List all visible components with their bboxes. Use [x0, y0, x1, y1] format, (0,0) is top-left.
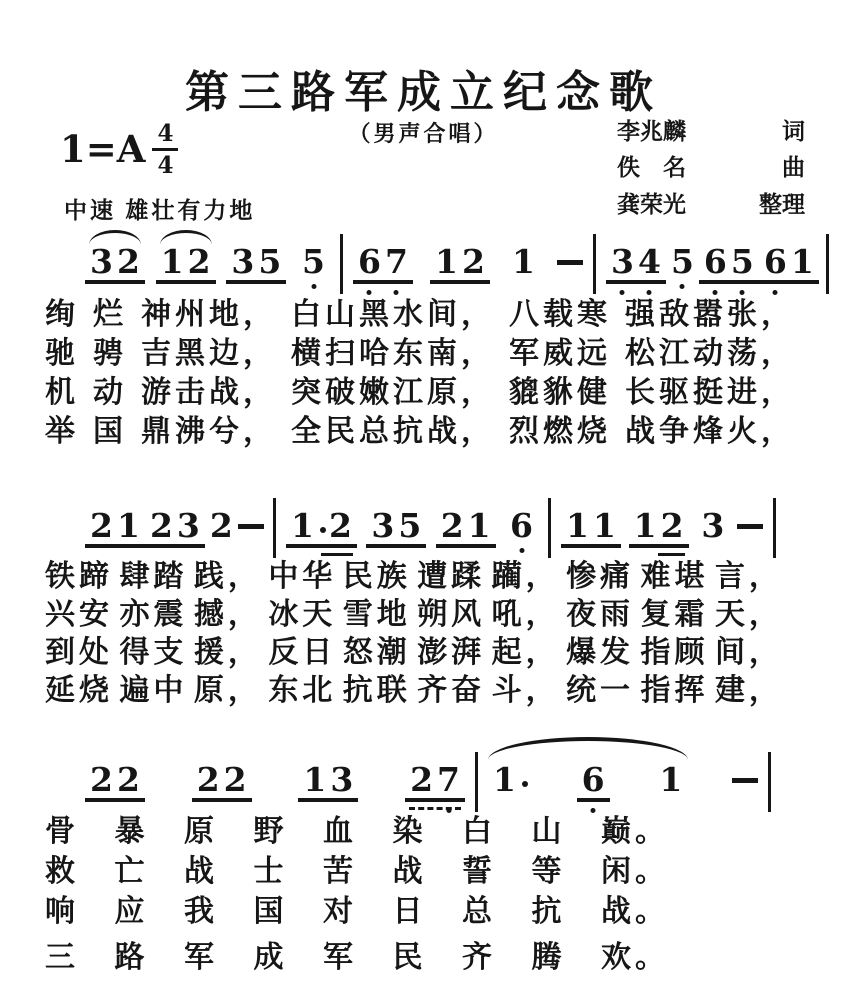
- note-group-inner: [759, 244, 819, 284]
- note-group-inner: [654, 762, 687, 798]
- low-octave-dot: [519, 548, 524, 553]
- note: 2: [461, 242, 485, 281]
- note: 2: [90, 506, 113, 545]
- note: 1: [633, 506, 657, 545]
- lyric-segment: 冰天: [268, 597, 337, 632]
- lyric-segment: 遍中: [119, 673, 188, 708]
- score-line-1: [75, 244, 829, 294]
- duration-dash: [238, 524, 264, 529]
- credit-name: 龚荣光: [617, 190, 686, 217]
- lyric-segment: 亦震: [119, 597, 188, 632]
- lyric-segment: 复霜: [640, 597, 709, 632]
- lyric-segment: 总: [462, 894, 496, 929]
- lyric-segment: 山: [531, 814, 566, 849]
- note-group-inner: [366, 508, 426, 548]
- note: 2: [410, 760, 434, 799]
- lyric-segment: 白山黑水间，: [291, 297, 495, 332]
- lyric-segment: 起，: [491, 635, 560, 670]
- credit-row: [617, 119, 805, 144]
- lyric-segment: 横扫哈东南，: [291, 336, 495, 371]
- note-group-inner: [696, 508, 729, 544]
- note: 5: [398, 506, 422, 545]
- lyric-segment: 兴安: [45, 597, 113, 632]
- note-group-inner: [353, 244, 413, 284]
- lyric-segment: 抗联: [342, 673, 411, 708]
- note-group: [505, 508, 538, 544]
- note: 2: [187, 242, 211, 281]
- note: 7: [435, 762, 462, 798]
- low-octave-dot: [680, 284, 685, 289]
- lyric-row: [45, 338, 795, 369]
- augmentation-dot: [522, 781, 528, 787]
- low-octave-dot: [620, 290, 625, 295]
- lyric-segment: 东北: [268, 673, 337, 708]
- note-group-inner: [666, 244, 699, 280]
- barline: [773, 498, 776, 558]
- note-group-inner: [297, 244, 330, 280]
- lyric-row: [45, 599, 783, 630]
- lyric-segment: 白: [462, 814, 496, 849]
- duration-dash: [737, 524, 763, 529]
- lyric-row: [45, 299, 795, 330]
- duration-dash: [732, 778, 758, 783]
- lyric-segment: 中华: [268, 559, 337, 594]
- note-group: [561, 508, 621, 548]
- note-group-inner: [145, 508, 205, 548]
- low-octave-dot: [367, 290, 372, 295]
- lyric-segment: 战: [184, 854, 218, 889]
- lyrics-section-2: [45, 561, 783, 706]
- lyric-row: [45, 637, 783, 668]
- note: 3: [609, 244, 636, 280]
- note-group-inner: [577, 762, 610, 802]
- note: 2: [196, 760, 220, 799]
- note-group-inner: [405, 762, 465, 802]
- lyric-segment: 指挥: [640, 673, 709, 708]
- note: 2: [660, 506, 684, 545]
- measure: [596, 244, 826, 284]
- lyric-segment: 建，: [714, 673, 783, 708]
- lyric-row: [45, 561, 783, 592]
- note-group: [436, 508, 496, 548]
- lyric-segment: 八载寒: [509, 297, 611, 332]
- note-group: [85, 508, 145, 548]
- lyric-segment: 亡: [114, 854, 149, 889]
- lyric-segment: 斗，: [491, 673, 560, 708]
- note-group-inner: [156, 244, 216, 284]
- note: 1: [289, 508, 316, 544]
- lyric-segment: 齐奋: [417, 673, 486, 708]
- lyric-segment: 暴: [114, 814, 149, 849]
- note: 1: [592, 506, 616, 545]
- lyric-segment: 铁蹄: [45, 559, 113, 594]
- note-group: [577, 762, 610, 802]
- measure: [75, 244, 340, 284]
- note-group-inner: [286, 508, 357, 548]
- note-group-inner: [192, 762, 252, 802]
- note: 6: [580, 762, 607, 798]
- lyric-segment: 爆发: [566, 635, 635, 670]
- note: 2: [209, 506, 233, 545]
- lyric-row: [45, 416, 795, 447]
- note-group: [696, 508, 729, 544]
- lyric-segment: 游击战，: [141, 375, 277, 410]
- note: 1: [160, 242, 184, 281]
- lyric-row: [45, 942, 669, 973]
- lyrics-section-1: [45, 299, 795, 447]
- note-group: [606, 244, 666, 284]
- note-group: [226, 244, 286, 284]
- lyric-segment: 鼎沸兮，: [141, 414, 277, 449]
- lyric-segment: 间，: [714, 635, 783, 670]
- tempo-marking: 中速 雄壮有力地: [64, 197, 256, 223]
- note: 2: [116, 760, 140, 799]
- lyric-segment: 齐: [462, 940, 496, 975]
- note: 1: [659, 760, 683, 799]
- lyric-segment: 抗: [531, 894, 566, 929]
- low-octave-dot: [647, 290, 652, 295]
- low-octave-dot: [740, 290, 745, 295]
- note-group-inner: [205, 508, 238, 544]
- credit-row: [617, 192, 805, 217]
- note: 5: [729, 244, 756, 280]
- note-group-inner: [507, 244, 540, 280]
- note: 3: [371, 506, 395, 545]
- lyric-segment: 原: [184, 814, 218, 849]
- note-group: [85, 244, 145, 284]
- note: 1: [491, 762, 518, 798]
- lyric-segment: 我: [184, 894, 218, 929]
- note-group: [145, 508, 205, 548]
- note-group: [666, 244, 699, 280]
- lyric-segment: 骨: [45, 814, 79, 849]
- lyric-segment: 动: [93, 375, 127, 410]
- note: 6: [356, 244, 383, 280]
- lyric-segment: 得支: [119, 635, 188, 670]
- note: 6: [762, 244, 789, 280]
- lyric-segment: 长驱挺进，: [625, 375, 795, 410]
- score-line-2: [75, 508, 776, 558]
- barline: [826, 234, 829, 294]
- time-signature-numerator: 4: [152, 122, 178, 151]
- measure: [551, 508, 773, 548]
- note-group-inner: [298, 762, 358, 802]
- lyric-segment: 夜雨: [566, 597, 635, 632]
- note: 2: [149, 506, 173, 545]
- lyric-segment: 欢。: [601, 940, 669, 975]
- note-group-inner: [699, 244, 759, 284]
- lyric-segment: 延烧: [45, 673, 113, 708]
- lyric-segment: 天，: [714, 597, 783, 632]
- note: 1: [467, 506, 491, 545]
- low-octave-dot: [394, 290, 399, 295]
- note-group: [488, 762, 532, 798]
- note: 1: [790, 242, 814, 281]
- lyric-segment: 国: [253, 894, 288, 929]
- lyric-segment: 战: [392, 854, 427, 889]
- note-group-inner: [226, 244, 286, 284]
- lyric-segment: 援，: [193, 635, 262, 670]
- measure: [478, 762, 768, 802]
- note: 6: [702, 244, 729, 280]
- tie-arc: [488, 737, 688, 760]
- sixteenth-beam: [658, 553, 685, 556]
- note: 5: [669, 244, 696, 280]
- measure: [75, 508, 273, 548]
- lyric-segment: 成: [253, 940, 288, 975]
- lyric-segment: 烂: [93, 297, 127, 332]
- note-group: [507, 244, 540, 280]
- lyric-segment: 言，: [714, 559, 783, 594]
- lyric-segment: 应: [114, 894, 149, 929]
- lyric-segment: 染: [392, 814, 427, 849]
- low-octave-dot: [591, 808, 596, 813]
- lyric-segment: 统一: [566, 673, 635, 708]
- note-group: [366, 508, 426, 548]
- lyric-segment: 松江动荡，: [625, 336, 795, 371]
- lyric-segment: 到处: [45, 635, 113, 670]
- note: 5: [300, 244, 327, 280]
- lyric-segment: 怒潮: [342, 635, 411, 670]
- credit-name: 佚 名: [617, 154, 686, 181]
- note-group-inner: [505, 508, 538, 544]
- lyric-segment: 惨痛: [566, 559, 635, 594]
- note: 2: [440, 506, 464, 545]
- note: 1: [434, 242, 458, 281]
- lyric-segment: 难堪: [640, 559, 709, 594]
- lyric-row: [45, 675, 783, 706]
- sixteenth-beam: [321, 553, 353, 556]
- note: 2: [116, 242, 140, 281]
- lyric-segment: 澎湃: [417, 635, 486, 670]
- barline: [768, 752, 771, 812]
- lyric-segment: 绚: [45, 297, 79, 332]
- credit-name: 李兆麟: [617, 118, 686, 144]
- lyric-segment: 战争烽火，: [625, 414, 795, 449]
- note-group: [286, 508, 357, 548]
- note: 3: [90, 242, 113, 281]
- lyric-segment: 原，: [193, 673, 262, 708]
- lyric-segment: 全民总抗战，: [291, 414, 495, 449]
- note-group: [298, 762, 358, 802]
- note: 7: [383, 244, 410, 280]
- lyric-segment: 骋: [93, 336, 127, 371]
- lyric-segment: 士: [253, 854, 288, 889]
- note: 3: [330, 760, 354, 799]
- lyric-row: [45, 377, 795, 408]
- note-group: [205, 508, 238, 544]
- note-group-inner: [606, 244, 666, 284]
- lyric-segment: 野: [253, 814, 288, 849]
- note-group-inner: [85, 244, 145, 284]
- lyric-segment: 驰: [45, 336, 79, 371]
- lyric-segment: 指顾: [640, 635, 709, 670]
- note: 1: [116, 506, 140, 545]
- credit-role: 词: [782, 118, 805, 144]
- key-label: 1=A: [60, 127, 146, 171]
- lyric-segment: 貔貅健: [509, 375, 611, 410]
- lyric-segment: 吼，: [491, 597, 560, 632]
- duration-dash: [557, 260, 583, 265]
- lyric-row: [45, 816, 669, 847]
- lyric-segment: 肆踏: [119, 559, 188, 594]
- lyric-segment: 雪地: [342, 597, 411, 632]
- measure: [343, 244, 593, 284]
- note: 2: [90, 760, 113, 799]
- note: 6: [508, 508, 535, 544]
- note-group: [156, 244, 216, 284]
- note-group: [759, 244, 819, 284]
- measure: [276, 508, 548, 548]
- credits-block: [617, 119, 805, 217]
- lyric-segment: 朔风: [417, 597, 486, 632]
- lyric-segment: 神州地，: [141, 297, 277, 332]
- note: 3: [701, 506, 725, 545]
- key-time-signature: [60, 122, 178, 177]
- low-octave-dot: [311, 284, 316, 289]
- note: 1: [303, 760, 327, 799]
- credit-role: 整理: [759, 190, 805, 217]
- lyric-segment: 等: [531, 854, 566, 889]
- sixteenth-beam: [409, 807, 461, 810]
- note: 4: [636, 244, 663, 280]
- note: 3: [176, 506, 200, 545]
- song-title: 第三路军成立纪念歌: [185, 68, 662, 117]
- lyric-segment: 腾: [531, 940, 566, 975]
- lyric-segment: 闲。: [601, 854, 669, 889]
- lyric-segment: 机: [45, 375, 79, 410]
- lyric-segment: 吉黑边，: [141, 336, 277, 371]
- score-line-3: [75, 762, 771, 812]
- lyric-segment: 国: [93, 414, 127, 449]
- note-group-inner: [561, 508, 621, 548]
- measure: [75, 762, 475, 802]
- lyric-segment: 遭蹂: [417, 559, 486, 594]
- note: 2: [223, 760, 247, 799]
- note: 3: [231, 242, 255, 281]
- lyric-segment: 三: [45, 940, 79, 975]
- lyrics-section-3: [45, 816, 669, 973]
- lyric-segment: 反日: [268, 635, 337, 670]
- note-group: [353, 244, 413, 284]
- lyric-segment: 响: [45, 894, 79, 929]
- note-group: [192, 762, 252, 802]
- lyric-segment: 践，: [193, 559, 262, 594]
- lyric-segment: 誓: [462, 854, 496, 889]
- note-group-inner: [629, 508, 689, 548]
- note-group: [629, 508, 689, 548]
- note-group: [654, 762, 687, 798]
- lyric-segment: 突破嫩江原，: [291, 375, 495, 410]
- lyric-row: [45, 856, 669, 887]
- lyric-row: [45, 896, 669, 927]
- credit-row: [617, 155, 805, 180]
- lyric-segment: 躏，: [491, 559, 560, 594]
- lyric-segment: 路: [114, 940, 149, 975]
- note-group-inner: [85, 762, 145, 802]
- note-group-inner: [430, 244, 490, 284]
- note: 1: [511, 242, 535, 281]
- note: 2: [328, 506, 352, 545]
- note: 5: [258, 242, 282, 281]
- lyric-segment: 对: [323, 894, 357, 929]
- lyric-segment: 民族: [342, 559, 411, 594]
- augmentation-dot: [320, 527, 326, 533]
- note-group-inner: [85, 508, 145, 548]
- lyric-segment: 强敌嚣张，: [625, 297, 795, 332]
- credit-role: 曲: [782, 154, 805, 181]
- note-group: [430, 244, 490, 284]
- lyric-segment: 军: [184, 940, 218, 975]
- lyric-segment: 救: [45, 854, 79, 889]
- note-group: [405, 762, 465, 802]
- lyric-segment: 民: [392, 940, 427, 975]
- note-group: [297, 244, 330, 280]
- note-group: [699, 244, 759, 284]
- lyric-segment: 苦: [323, 854, 357, 889]
- lyric-segment: 日: [392, 894, 427, 929]
- low-octave-dot: [773, 290, 778, 295]
- lyric-segment: 军威远: [509, 336, 611, 371]
- time-signature: [152, 122, 178, 177]
- lyric-segment: 烈燃烧: [509, 414, 611, 449]
- song-subtitle: （男声合唱）: [348, 121, 499, 146]
- lyric-segment: 巅。: [601, 814, 669, 849]
- low-octave-dot: [713, 290, 718, 295]
- lyric-segment: 撼，: [193, 597, 262, 632]
- lyric-segment: 血: [323, 814, 357, 849]
- note-group-inner: [436, 508, 496, 548]
- time-signature-denominator: 4: [157, 152, 174, 179]
- lyric-segment: 举: [45, 414, 79, 449]
- note: 1: [566, 506, 589, 545]
- note-group: [85, 762, 145, 802]
- note-group-inner: [488, 762, 532, 798]
- lyric-segment: 军: [323, 940, 357, 975]
- lyric-segment: 战。: [601, 894, 669, 929]
